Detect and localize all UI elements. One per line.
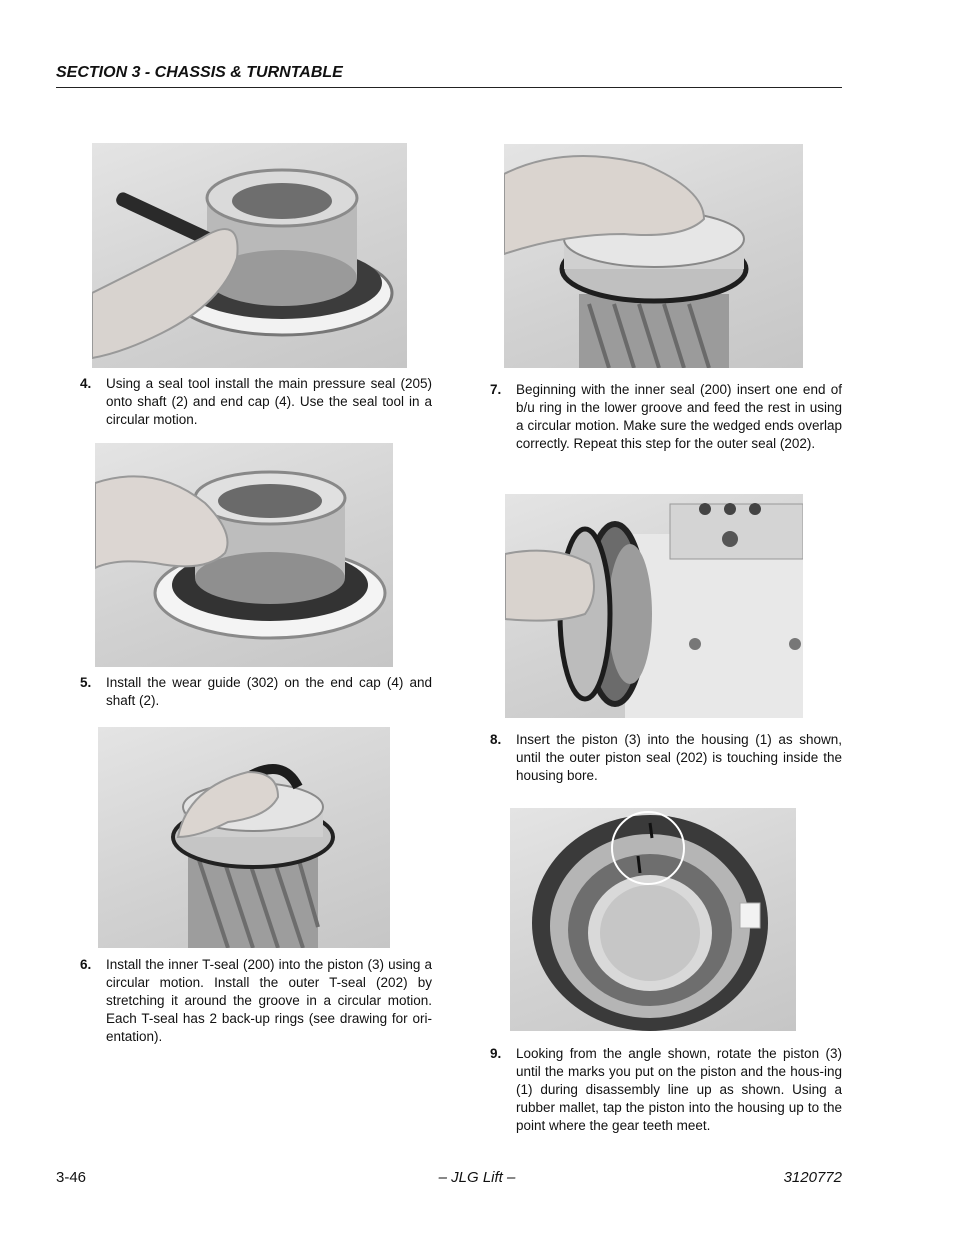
step-number: 7.	[490, 382, 502, 397]
step-number: 8.	[490, 732, 502, 747]
photo-wear-guide	[95, 443, 393, 667]
step-number: 9.	[490, 1046, 502, 1061]
step-text: Insert the piston (3) into the housing (1) as shown, until the outer piston seal (202) is touching inside the housing bore.	[516, 732, 842, 783]
step-text: Beginning with the inner seal (200) insert one end of b/u ring in the lower groove and feed the rest in using a circular motion. Make sure the wedged ends overlap correctly. Repeat this step for the outer seal (202).	[516, 382, 842, 451]
step-4	[80, 375, 432, 429]
step-number: 6.	[80, 957, 92, 972]
step-text: Using a seal tool install the main pressure seal (205) onto shaft (2) and end cap (4). Use the seal tool in a circular motion.	[106, 376, 432, 427]
step-text: Install the wear guide (302) on the end cap (4) and shaft (2).	[106, 675, 432, 708]
photo-backup-ring	[504, 144, 803, 368]
step-6	[80, 956, 432, 1046]
step-number: 5.	[80, 675, 92, 690]
document-number: 3120772	[783, 1169, 842, 1186]
step-7	[490, 381, 842, 453]
photo-alignment-marks	[510, 808, 796, 1031]
photo-inner-t-seal	[98, 727, 390, 948]
step-5	[80, 674, 432, 710]
photo-seal-tool-install	[92, 143, 407, 368]
step-8	[490, 731, 842, 785]
step-9	[490, 1045, 842, 1135]
footer-publisher: – JLG Lift –	[438, 1169, 516, 1186]
step-text: Looking from the angle shown, rotate the piston (3) until the marks you put on the piston and the hous-ing (1) during disassembly line up as shown. Using a rubber mallet, tap the piston into the housing up to the point where the gear teeth meet.	[516, 1046, 842, 1133]
photo-piston-into-housing	[505, 494, 803, 718]
section-header: SECTION 3 - CHASSIS & TURNTABLE	[56, 64, 842, 88]
step-number: 4.	[80, 376, 92, 391]
step-text: Install the inner T-seal (200) into the piston (3) using a circular motion. Install the outer T-seal (202) by stretching it around the groove in a circular motion. Each T-seal has 2 back-up rings (see drawing for ori-entation).	[106, 957, 432, 1044]
page-number: 3-46	[56, 1169, 87, 1186]
